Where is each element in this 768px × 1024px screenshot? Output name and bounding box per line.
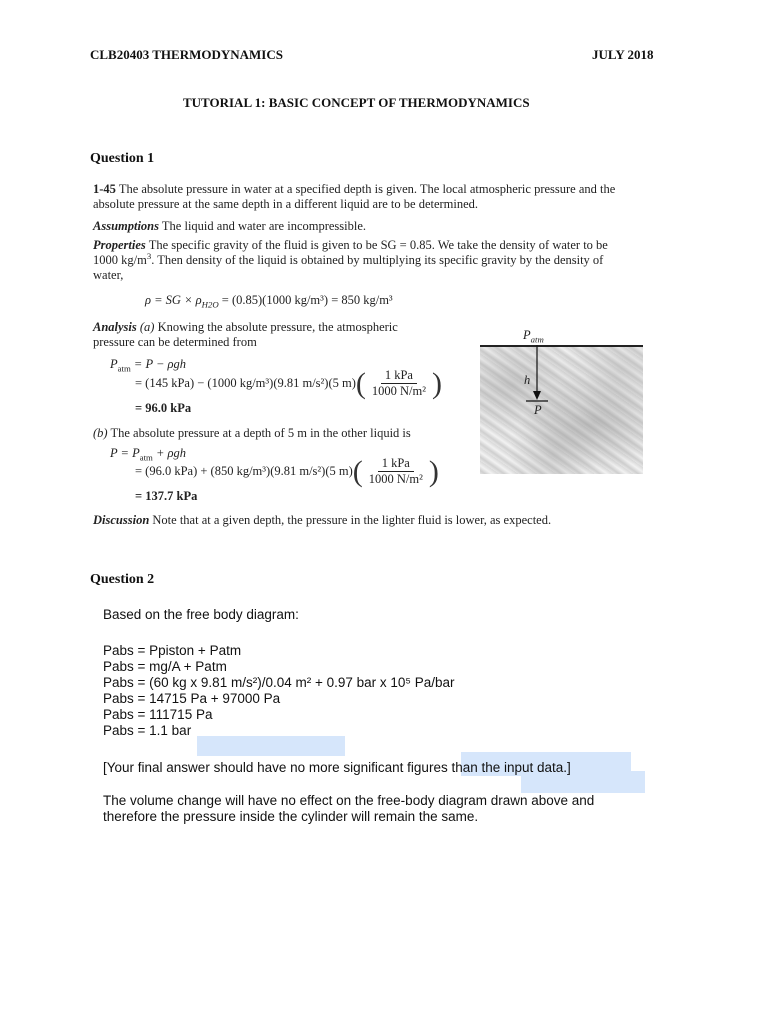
analysis	[93, 320, 443, 350]
left-paren-icon: (	[352, 454, 363, 488]
properties-line-2a: 1000 kg/m	[93, 253, 147, 267]
question-1-heading: Question 1	[90, 151, 155, 166]
density-equation	[145, 293, 393, 308]
q2-calculation	[103, 643, 455, 739]
fraction-numerator: 1 kPa	[378, 456, 414, 472]
patm-label: P	[523, 328, 531, 342]
discussion	[93, 513, 551, 528]
eq2-line1-sub: atm	[139, 452, 153, 463]
page-title: TUTORIAL 1: BASIC CONCEPT OF THERMODYNAMICS	[183, 95, 530, 110]
density-eq-sub: H2O	[201, 299, 219, 310]
part-b	[93, 426, 411, 441]
q2-intro: Based on the free body diagram:	[103, 607, 299, 622]
course-code: CLB20403 THERMODYNAMICS	[90, 47, 283, 62]
fraction-denominator: 1000 N/m²	[371, 384, 426, 398]
liquid-figure	[480, 346, 643, 474]
left-paren-icon: (	[355, 366, 366, 400]
liquid-surface-line	[480, 345, 643, 347]
fraction-denominator: 1000 N/m²	[368, 472, 423, 486]
density-eq-rhs: = (0.85)(1000 kg/m³) = 850 kg/m³	[218, 293, 393, 307]
eq2-result: = 137.7 kPa	[135, 489, 198, 503]
part-b-text: The absolute pressure at a depth of 5 m in the other liquid is	[107, 426, 411, 440]
header-date: JULY 2018	[592, 47, 654, 62]
density-eq-lhs: ρ = SG × ρ	[145, 293, 202, 307]
eq2-line2	[135, 456, 439, 487]
analysis-label: Analysis	[93, 320, 137, 334]
eq1-result: = 96.0 kPa	[135, 401, 192, 415]
analysis-part-a: (a)	[139, 320, 155, 334]
calc-line-1: Pabs = Ppiston + Patm	[103, 643, 242, 658]
right-paren-icon: )	[428, 454, 439, 488]
conclusion-line-2: therefore the pressure inside the cylinder will remain the same.	[103, 809, 479, 824]
eq1-line2-text: = (145 kPa) − (1000 kg/m³)(9.81 m/s²)(5 m)	[135, 376, 356, 390]
properties-label: Properties	[93, 238, 146, 252]
assumptions-text: The liquid and water are incompressible.	[161, 219, 367, 233]
right-paren-icon: )	[431, 366, 442, 400]
question-2-heading: Question 2	[90, 572, 155, 587]
calc-line-3: Pabs = (60 kg x 9.81 m/s²)/0.04 m² + 0.97 bar x 10⁵ Pa/bar	[103, 675, 455, 690]
figure-patm-label	[523, 328, 544, 343]
analysis-line-2: pressure can be determined from	[93, 335, 257, 349]
calc-line-4: Pabs = 14715 Pa + 97000 Pa	[103, 691, 281, 706]
calc-line-6: Pabs = 1.1 bar	[103, 723, 192, 738]
highlight-region	[197, 736, 345, 756]
problem-number: 1-45	[93, 182, 116, 196]
figure-p-label: P	[534, 403, 542, 417]
fraction-numerator: 1 kPa	[381, 368, 417, 384]
part-b-label: (b)	[93, 426, 108, 440]
eq1-line2	[135, 368, 442, 399]
q2-conclusion	[103, 793, 594, 825]
calc-line-5: Pabs = 111715 Pa	[103, 707, 213, 722]
eq2-line2-text: = (96.0 kPa) + (850 kg/m³)(9.81 m/s²)(5 m)	[135, 464, 353, 478]
q2-note: [Your final answer should have no more significant figures than the input data.]	[103, 760, 571, 775]
assumptions-label: Assumptions	[93, 219, 160, 233]
properties-line-2b: . Then density of the liquid is obtained by multiplying its specific gravity by the density of	[151, 253, 604, 267]
eq1-lhs: P	[110, 357, 118, 371]
eq2-line1a: P = P	[110, 446, 140, 460]
intro-line-2: absolute pressure at the same depth in a different liquid are to be determined.	[93, 197, 479, 211]
properties: Properties The specific gravity of the fluid is given to be SG = 0.85. We take the density of water to be 1000 $kg/m^3$. Then density of the liquid is obtained by multiplying its specific gravity by the density of water,	[93, 238, 653, 283]
unit-fraction	[365, 456, 427, 487]
calc-line-2: Pabs = mg/A + Patm	[103, 659, 227, 674]
discussion-label: Discussion	[93, 513, 150, 527]
intro-line-1: The absolute pressure in water at a specified depth is given. The local atmospheric pressure and the	[118, 182, 616, 196]
eq1-lhs-sub: atm	[117, 363, 131, 374]
eq2-line1b: + ρgh	[152, 446, 187, 460]
unit-fraction	[368, 368, 430, 399]
eq1-rhs: = P − ρgh	[130, 357, 187, 371]
discussion-text: Note that at a given depth, the pressure in the lighter fluid is lower, as expected.	[149, 513, 552, 527]
patm-sub: atm	[530, 334, 544, 345]
figure-h-label: h	[524, 373, 531, 387]
analysis-line-1: Knowing the absolute pressure, the atmospheric	[154, 320, 398, 334]
properties-line-1: The specific gravity of the fluid is given to be SG = 0.85. We take the density of water to be	[148, 238, 608, 252]
q1-intro	[93, 182, 653, 212]
properties-line-3: water,	[93, 268, 124, 282]
conclusion-line-1: The volume change will have no effect on the free-body diagram drawn above and	[103, 793, 595, 808]
assumptions	[93, 219, 366, 234]
